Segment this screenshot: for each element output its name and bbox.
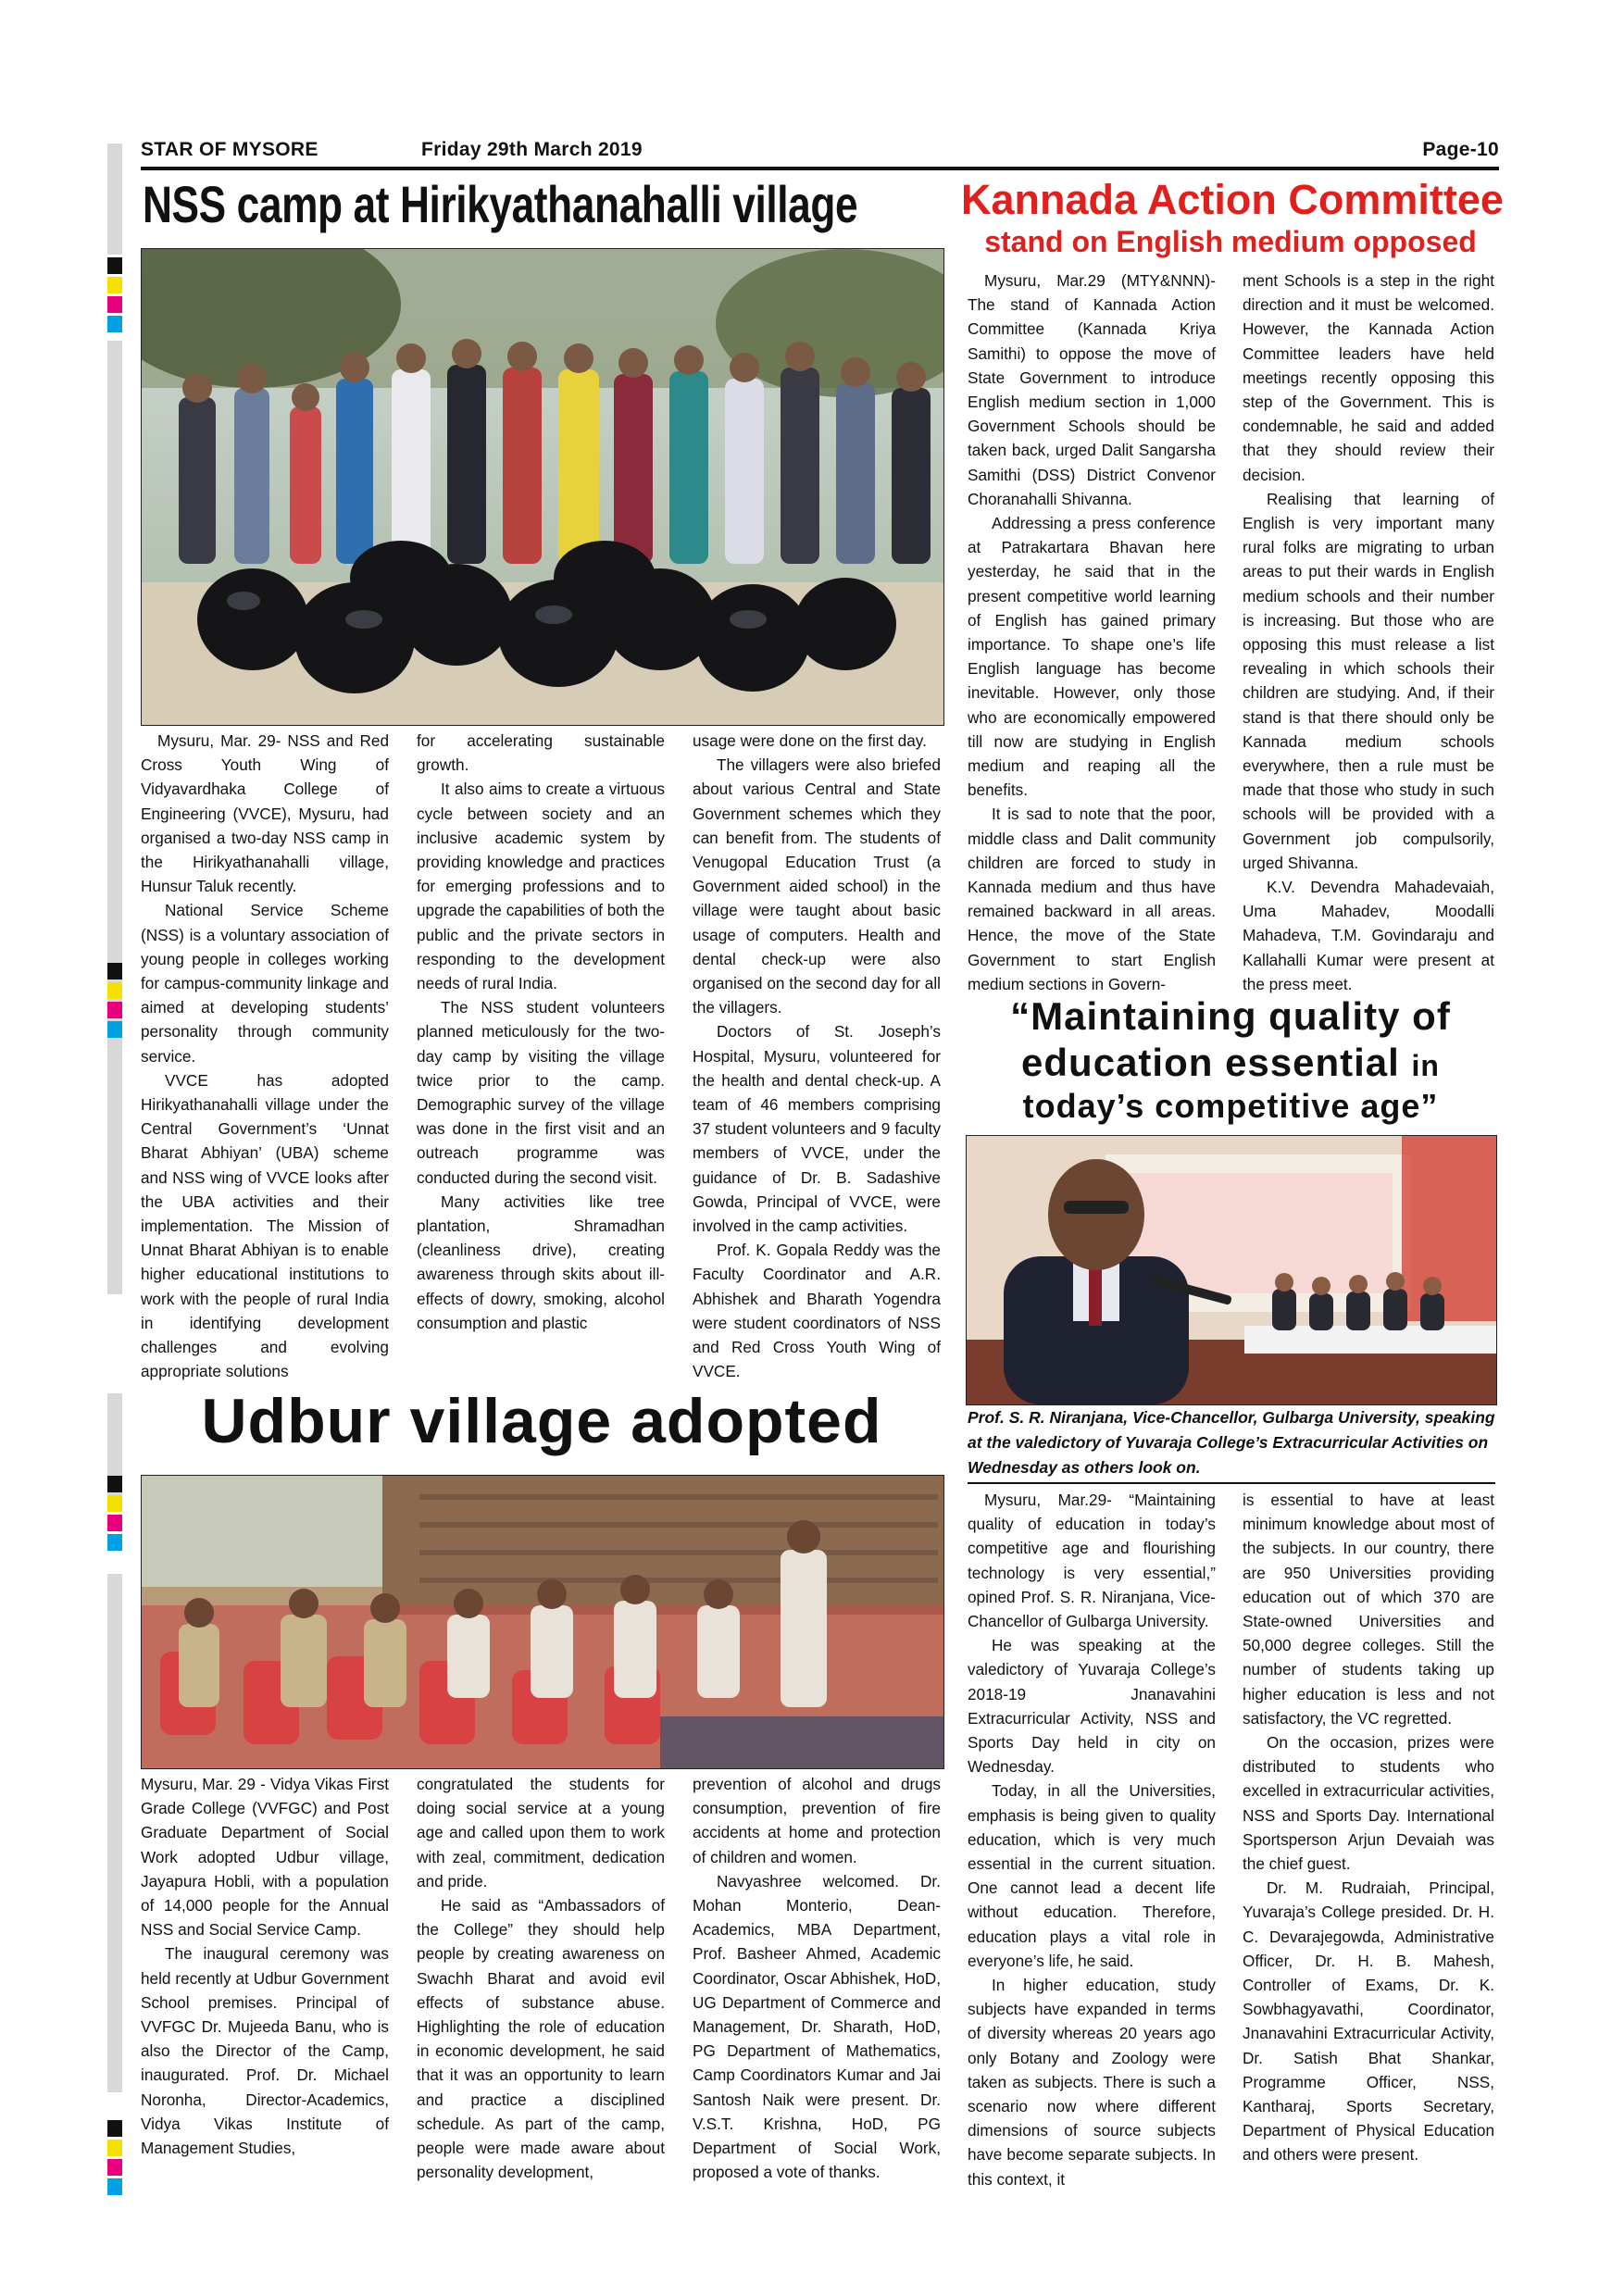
paragraph: is essential to have at least minimum knowledge about most of the subjects. In our country, there are 950 Universities providing education out of which 370 are State-owned Universities and 50,000 degree colleges. Still the number of students taking up higher education is less and not satisfactory, the VC regretted. bbox=[1243, 1491, 1494, 1728]
article4-column-1 bbox=[141, 1772, 389, 2160]
registration-marks bbox=[107, 1476, 122, 1554]
paragraph: Addressing a press conference at Patrakartara Bhavan here yesterday, he said that in the present competitive world learning of English has gained primary importance. To shape one’s life English language has become inevitable. However, only those who are economically empowered till now are studying in English medium and reaping all the benefits. bbox=[968, 514, 1216, 800]
paragraph: usage were done on the first day. bbox=[693, 731, 927, 750]
article4-column-3 bbox=[693, 1772, 941, 2184]
paper-name: STAR OF MYSORE bbox=[141, 139, 319, 160]
paragraph: Realising that learning of English is very important many rural folks are migrating to urban areas to put their wards in English medium schools and their number is increasing. But those who are opposing this must release a list revealing in which schools their children are studying. And, if their stand is that there should only be Kannada medium schools everywhere, then a rule must be made that those who study in such schools will be provided with a Government job compulsorily, urged Shivanna. bbox=[1243, 489, 1494, 872]
paragraph: K.V. Devendra Mahadevaiah, Uma Mahadev, Moodalli Mahadeva, T.M. Govindaraju and Kallahalli Kumar were present at the press meet. bbox=[1243, 878, 1494, 993]
paragraph: Doctors of St. Joseph’s Hospital, Mysuru, volunteered for the health and dental check-up. A team of 46 members comprising 37 student volunteers and 9 faculty members of VVCE, under the guidance of Dr. B. Sadashive Gowda, Principal of VVCE, were involved in the camp activities. bbox=[693, 1022, 941, 1236]
article2-column-1 bbox=[968, 268, 1216, 996]
headline-udbur-village: Udbur village adopted bbox=[201, 1386, 882, 1456]
headline-kannada-action-committee: Kannada Action Committee bbox=[961, 176, 1504, 223]
margin-bar bbox=[107, 341, 122, 1294]
paragraph: The NSS student volunteers planned meticulously for the two-day camp by visiting the village twice prior to the camp. Demographic survey of the village was done in the first visit and an outreach programme was conducted during the second visit. bbox=[417, 998, 665, 1187]
article4-column-2 bbox=[417, 1772, 665, 2184]
paragraph: Mysuru, Mar.29- “Maintaining quality of education in today’s competitive age and flourishing technology is very essential,” opined Prof. S. R. Niranjana, Vice-Chancellor of Gulbarga University. bbox=[968, 1491, 1216, 1631]
paragraph: ment Schools is a step in the right direction and it must be welcomed. However, the Kannada Action Committee leaders have held meetings recently opposing this step of the Government. This is condemnable, he said and added that they should review their decision. bbox=[1243, 271, 1494, 484]
paragraph: National Service Scheme (NSS) is a voluntary association of young people in colleges working for campus-community linkage and aimed at developing students’ personality through community service. bbox=[141, 901, 389, 1066]
paragraph: for accelerating sustainable growth. bbox=[417, 731, 665, 775]
article2-column-2 bbox=[1243, 268, 1494, 996]
paragraph: Navyashree welcomed. Dr. Mohan Monterio, Dean-Academics, MBA Department, Prof. Basheer Ahmed, Academic Coordinator, Oscar Abhishek, HoD, UG Department of Commerce and Management, Dr. Sharath, HoD, PG Department of Mathematics, Camp Coordinators Kumar and Jai Santosh Naik were present. Dr. V.S.T. Krishna, HoD, PG Department of Social Work, proposed a vote of thanks. bbox=[693, 1871, 941, 2182]
paragraph: Today, in all the Universities, emphasis is being given to quality education, which is very much essential in the current situation. One cannot lead a decent life without education. Therefore, education plays a vital role in everyone’s life, he said. bbox=[968, 1781, 1216, 1970]
headline-word: education essential bbox=[1021, 1041, 1400, 1084]
photo-nss-volunteers bbox=[141, 248, 944, 726]
article1-column-3 bbox=[693, 729, 941, 1383]
paragraph: prevention of alcohol and drugs consumption, prevention of fire accidents at home and protection of children and women. bbox=[693, 1775, 941, 1866]
paragraph: VVCE has adopted Hirikyathanahalli village under the Central Government’s ‘Unnat Bharat Abhiyan’ (UBA) scheme and NSS wing of VVCE looks after the UBA activities and their implementation. The Mission of Unnat Bharat Abhiyan is to enable higher educational institutions to work with the people of rural India in identifying development challenges and evolving appropriate solutions bbox=[141, 1070, 389, 1381]
photo-udbur-illustration bbox=[142, 1476, 943, 1768]
headline-maintaining-quality-2 bbox=[961, 1041, 1500, 1085]
header-rule bbox=[141, 167, 1499, 170]
paragraph: He was speaking at the valedictory of Yuvaraja College’s 2018-19 Jnanavahini Extracurricular Activity, NSS and Sports Day held in city on Wednesday. bbox=[968, 1636, 1216, 1777]
paragraph: Dr. M. Rudraiah, Principal, Yuvaraja’s College presided. Dr. H. C. Devarajegowda, Administrative Officer, Dr. H. B. Mahesh, Controller of Exams, Dr. K. Sowbhagyavathi, Coordinator, Jnanavahini Extracurricular Activity, Dr. Satish Bhat Shankar, Programme Officer, NSS, Kantharaj, Sports Secretary, Department of Physical Education and others were present. bbox=[1243, 1878, 1494, 2165]
paragraph: The inaugural ceremony was held recently at Udbur Government School premises. Principal of VVFGC Dr. Mujeeda Banu, who is also the Director of the Camp, inaugurated. Prof. Dr. Michael Noronha, Director-Academics, Vidya Vikas Institute of Management Studies, bbox=[141, 1944, 389, 2158]
article3-column-2 bbox=[1243, 1488, 1494, 2167]
headline-nss-camp: NSS camp at Hirikyathanahalli village bbox=[143, 175, 858, 233]
photo-vc-illustration bbox=[967, 1136, 1496, 1404]
paragraph: Mysuru, Mar.29 (MTY&NNN)- The stand of Kannada Action Committee (Kannada Kriya Samithi) to oppose the move of State Government to introduce English medium section in 1,000 Government Schools should be taken back, urged Dalit Sangarsha Samithi (DSS) District Convenor Choranahalli Shivanna. bbox=[968, 271, 1216, 508]
article1-column-2 bbox=[417, 729, 665, 1335]
headline-maintaining-quality-1: “Maintaining quality of bbox=[1010, 994, 1451, 1038]
registration-marks bbox=[107, 2120, 122, 2198]
paragraph: Prof. K. Gopala Reddy was the Faculty Coordinator and A.R. Abhishek and Bharath Yogendra were student coordinators of NSS and Red Cross Youth Wing of VVCE. bbox=[693, 1241, 941, 1381]
article3-column-1 bbox=[968, 1488, 1216, 2191]
paragraph: He said as “Ambassadors of the College” they should help people by creating awareness on Swachh Bharat and avoid evil effects of substance abuse. Highlighting the role of education in economic development, he said that it was an opportunity to learn and practice a disciplined schedule. As part of the camp, people were made aware about personality development, bbox=[417, 1896, 665, 2182]
paragraph: Mysuru, Mar. 29- NSS and Red Cross Youth Wing of Vidyavardhaka College of Engineering (VVCE), Mysuru, had organised a two-day NSS camp in the Hirikyathanahalli village, Hunsur Taluk recently. bbox=[141, 731, 389, 896]
paragraph: congratulated the students for doing social service at a young age and called upon them to work with zeal, commitment, dedication and pride. bbox=[417, 1775, 665, 1890]
paragraph: The villagers were also briefed about various Central and State Government schemes which they can benefit from. The students of Venugopal Education Trust (a Government aided school) in the village were taught about basic usage of computers. Health and dental check-up were also organised on the second day for all the villagers. bbox=[693, 755, 941, 1017]
photo-udbur-camp bbox=[141, 1475, 944, 1769]
headline-maintaining-quality-3: today’s competitive age” bbox=[1022, 1087, 1439, 1125]
registration-marks bbox=[107, 257, 122, 335]
issue-date: Friday 29th March 2019 bbox=[421, 139, 643, 160]
subhead-english-medium: stand on English medium opposed bbox=[984, 225, 1477, 258]
paragraph: In higher education, study subjects have expanded in terms of diversity whereas 20 years ago only Botany and Zoology were taken as subjects. There is such a scenario now where different dimensions of source subjects have become separate subjects. In this context, it bbox=[968, 1976, 1216, 2189]
paragraph: Mysuru, Mar. 29 - Vidya Vikas First Grade College (VVFGC) and Post Graduate Department of Social Work adopted Udbur village, Jayapura Hobli, with a population of 14,000 people for the Annual NSS and Social Service Camp. bbox=[141, 1775, 389, 1940]
paragraph: It is sad to note that the poor, middle class and Dalit community children are forced to study in Kannada medium and thus have remained backward in all areas. Hence, the move of the State Government to start English medium sections in Govern- bbox=[968, 805, 1216, 993]
photo-caption: Prof. S. R. Niranjana, Vice-Chancellor, Gulbarga University, speaking at the valedictory of Yuvaraja College’s Extracurricular Activities on Wednesday as others look on. bbox=[968, 1408, 1495, 1477]
margin-bar bbox=[107, 144, 122, 255]
margin-bar bbox=[107, 1574, 122, 2092]
page-number: Page-10 bbox=[1422, 139, 1499, 160]
paragraph: It also aims to create a virtuous cycle between society and an inclusive academic system by providing knowledge and practices for emerging professions and to upgrade the capabilities of both the public and the private sectors in responding to the development needs of rural India. bbox=[417, 780, 665, 993]
caption-rule bbox=[968, 1482, 1495, 1484]
photo-vc-speaking bbox=[966, 1135, 1497, 1405]
paragraph: Many activities like tree plantation, Shramadhan (cleanliness drive), creating awareness through skits about ill-effects of dowry, smoking, alcohol consumption and plastic bbox=[417, 1192, 665, 1332]
paragraph: On the occasion, prizes were distributed to students who excelled in extracurricular activities, NSS and Sports Day. International Sportsperson Arjun Devaiah was the chief guest. bbox=[1243, 1733, 1494, 1874]
headline-word-small: in bbox=[1411, 1049, 1440, 1082]
photo-nss-illustration bbox=[142, 249, 943, 725]
registration-marks bbox=[107, 963, 122, 1041]
article1-column-1 bbox=[141, 729, 389, 1383]
page-header bbox=[141, 139, 1499, 163]
